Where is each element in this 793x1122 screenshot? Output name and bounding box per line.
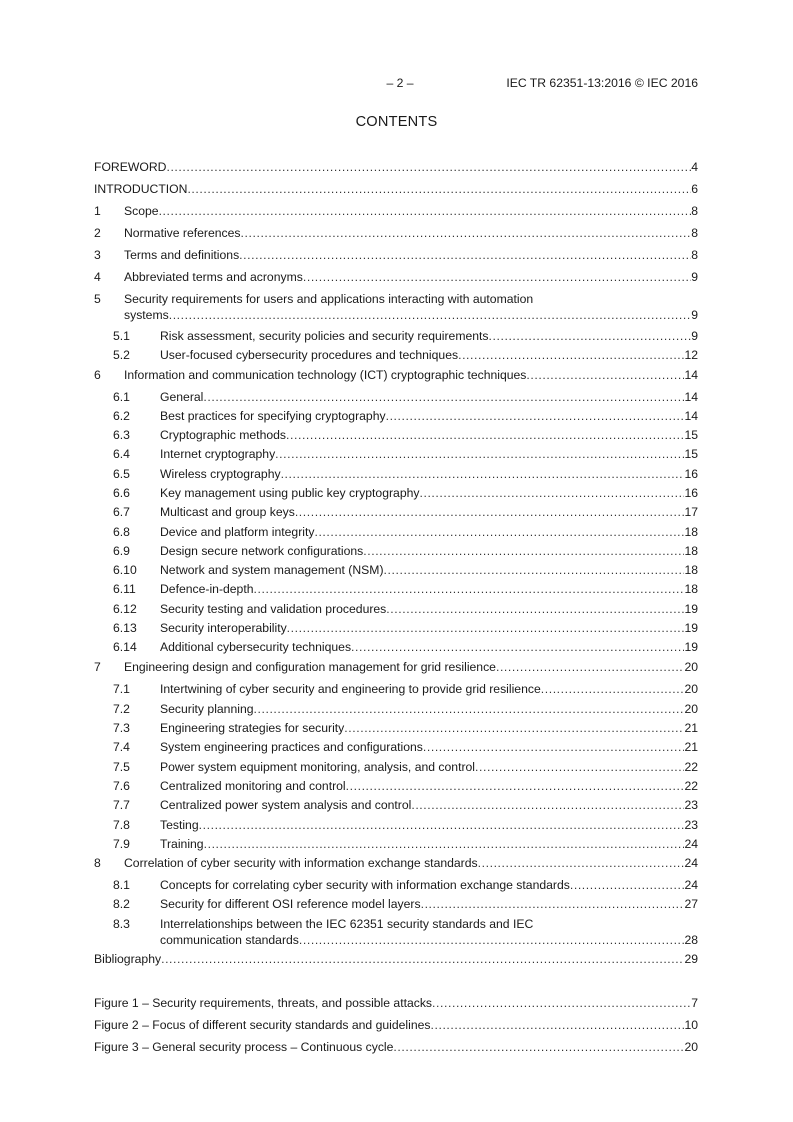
toc-entry-7-7[interactable]: 7.7 Centralized power system analysis and control ..... 23 bbox=[94, 797, 698, 813]
toc-entry-8-3[interactable]: 8.3 Interrelationships between the IEC 62351 security standards and IEC bbox=[113, 917, 534, 931]
toc-entry-5-title-line1: Security requirements for users and applications interacting with automation bbox=[124, 292, 534, 306]
toc-entry-7-3[interactable]: 7.3 Engineering strategies for security ..... 21 bbox=[94, 720, 698, 736]
toc-entry-bibliography[interactable]: Bibliography ..... 29 bbox=[94, 951, 698, 967]
figure-entry-1[interactable]: Figure 1 – Security requirements, threats, and possible attacks ..... 7 bbox=[94, 995, 698, 1011]
toc-entry-introduction[interactable]: INTRODUCTION ..... 6 bbox=[94, 181, 698, 197]
toc-entry-6-6[interactable]: 6.6 Key management using public key cryptography ..... 16 bbox=[94, 485, 698, 501]
page-title: CONTENTS bbox=[355, 114, 438, 130]
document-id: IEC TR 62351-13:2016 © IEC 2016 bbox=[506, 76, 698, 90]
toc-entry-6-4[interactable]: 6.4 Internet cryptography ..... 15 bbox=[94, 446, 698, 462]
toc-entry-6-10[interactable]: 6.10 Network and system management (NSM) ..... 18 bbox=[94, 562, 698, 578]
toc-entry-6-5[interactable]: 6.5 Wireless cryptography ..... 16 bbox=[94, 466, 698, 482]
toc-entry-4[interactable]: 4 Abbreviated terms and acronyms ..... 9 bbox=[94, 269, 698, 285]
toc-entry-7-1[interactable]: 7.1 Intertwining of cyber security and engineering to provide grid resilience ..... 20 bbox=[94, 681, 698, 697]
toc-entry-6-14[interactable]: 6.14 Additional cybersecurity techniques ..... 19 bbox=[94, 639, 698, 655]
toc-entry-6-8[interactable]: 6.8 Device and platform integrity ..... 18 bbox=[94, 524, 698, 540]
toc-entry-5[interactable]: 5 Security requirements for users and applications interacting with automation bbox=[94, 292, 534, 306]
toc-entry-5-1[interactable]: 5.1 Risk assessment, security policies and security requirements ..... 9 bbox=[94, 328, 698, 344]
toc-entry-7[interactable]: 7 Engineering design and configuration management for grid resilience ..... 20 bbox=[94, 659, 698, 675]
toc-entry-foreword[interactable]: FOREWORD ..... 4 bbox=[94, 159, 698, 175]
toc-entry-2[interactable]: 2 Normative references ..... 8 bbox=[94, 225, 698, 241]
toc-entry-8-3-title-line1: Interrelationships between the IEC 62351 security standards and IEC bbox=[160, 917, 534, 931]
toc-entry-6-1[interactable]: 6.1 General ..... 14 bbox=[94, 389, 698, 405]
toc-entry-6[interactable]: 6 Information and communication technology (ICT) cryptographic techniques ..... 14 bbox=[94, 367, 698, 383]
toc-entry-5-continued[interactable]: systems ..... 9 bbox=[94, 307, 698, 323]
toc-entry-3[interactable]: 3 Terms and definitions ..... 8 bbox=[94, 247, 698, 263]
toc-entry-7-8[interactable]: 7.8 Testing ..... 23 bbox=[94, 817, 698, 833]
toc-entry-7-4[interactable]: 7.4 System engineering practices and configurations ..... 21 bbox=[94, 739, 698, 755]
toc-entry-8[interactable]: 8 Correlation of cyber security with information exchange standards ..... 24 bbox=[94, 855, 698, 871]
toc-entry-6-12[interactable]: 6.12 Security testing and validation procedures ..... 19 bbox=[94, 601, 698, 617]
toc-entry-8-3-continued[interactable]: communication standards ..... 28 bbox=[94, 932, 698, 948]
toc-entry-6-13[interactable]: 6.13 Security interoperability ..... 19 bbox=[94, 620, 698, 636]
toc-entry-6-11[interactable]: 6.11 Defence-in-depth ..... 18 bbox=[94, 581, 698, 597]
page-number: – 2 – bbox=[386, 76, 414, 90]
toc-entry-6-7[interactable]: 6.7 Multicast and group keys ..... 17 bbox=[94, 504, 698, 520]
toc-entry-7-2[interactable]: 7.2 Security planning ..... 20 bbox=[94, 701, 698, 717]
figure-entry-2[interactable]: Figure 2 – Focus of different security standards and guidelines ..... 10 bbox=[94, 1017, 698, 1033]
toc-entry-7-9[interactable]: 7.9 Training ..... 24 bbox=[94, 836, 698, 852]
toc-entry-6-2[interactable]: 6.2 Best practices for specifying cryptography ..... 14 bbox=[94, 408, 698, 424]
toc-entry-7-6[interactable]: 7.6 Centralized monitoring and control ..... 22 bbox=[94, 778, 698, 794]
toc-entry-5-2[interactable]: 5.2 User-focused cybersecurity procedures and techniques ..... 12 bbox=[94, 347, 698, 363]
toc-entry-6-3[interactable]: 6.3 Cryptographic methods ..... 15 bbox=[94, 427, 698, 443]
toc-entry-8-1[interactable]: 8.1 Concepts for correlating cyber security with information exchange standards ..... 24 bbox=[94, 877, 698, 893]
toc-entry-7-5[interactable]: 7.5 Power system equipment monitoring, analysis, and control ..... 22 bbox=[94, 759, 698, 775]
toc-entry-6-9[interactable]: 6.9 Design secure network configurations ..... 18 bbox=[94, 543, 698, 559]
toc-entry-8-2[interactable]: 8.2 Security for different OSI reference model layers ..... 27 bbox=[94, 896, 698, 912]
toc-entry-1[interactable]: 1 Scope ..... 8 bbox=[94, 203, 698, 219]
figure-entry-3[interactable]: Figure 3 – General security process – Continuous cycle ..... 20 bbox=[94, 1039, 698, 1055]
